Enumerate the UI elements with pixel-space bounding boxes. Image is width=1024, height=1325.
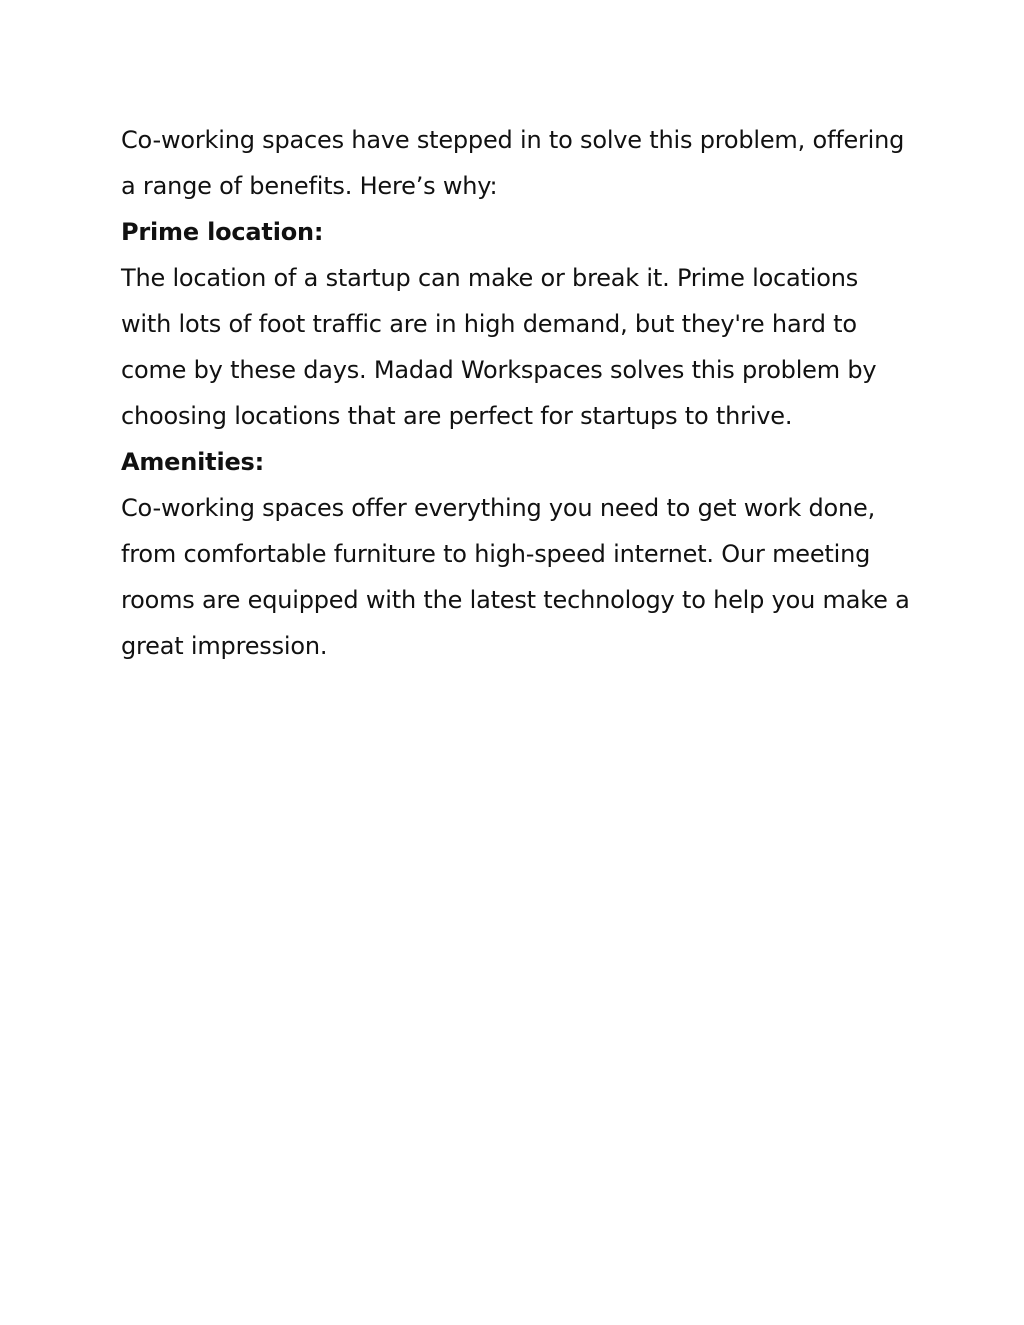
intro-paragraph: Co-working spaces have stepped in to solve this problem, offering a range of benefits. Here’s why: [121, 126, 905, 200]
section-body-amenities: Co-working spaces offer everything you need to get work done, from comfortable furniture to high-speed internet. Our meeting rooms are equipped with the latest technology to help you make a great impression. [121, 494, 910, 660]
section-body-prime-location: The location of a startup can make or break it. Prime locations with lots of foot traffic are in high demand, but they're hard to come by these days. Madad Workspaces solves this problem by choosing locations that are perfect for startups to thrive. [121, 264, 877, 430]
section-heading-prime-location: Prime location: [121, 218, 324, 246]
document-page [121, 117, 911, 669]
section-heading-amenities: Amenities: [121, 448, 265, 476]
